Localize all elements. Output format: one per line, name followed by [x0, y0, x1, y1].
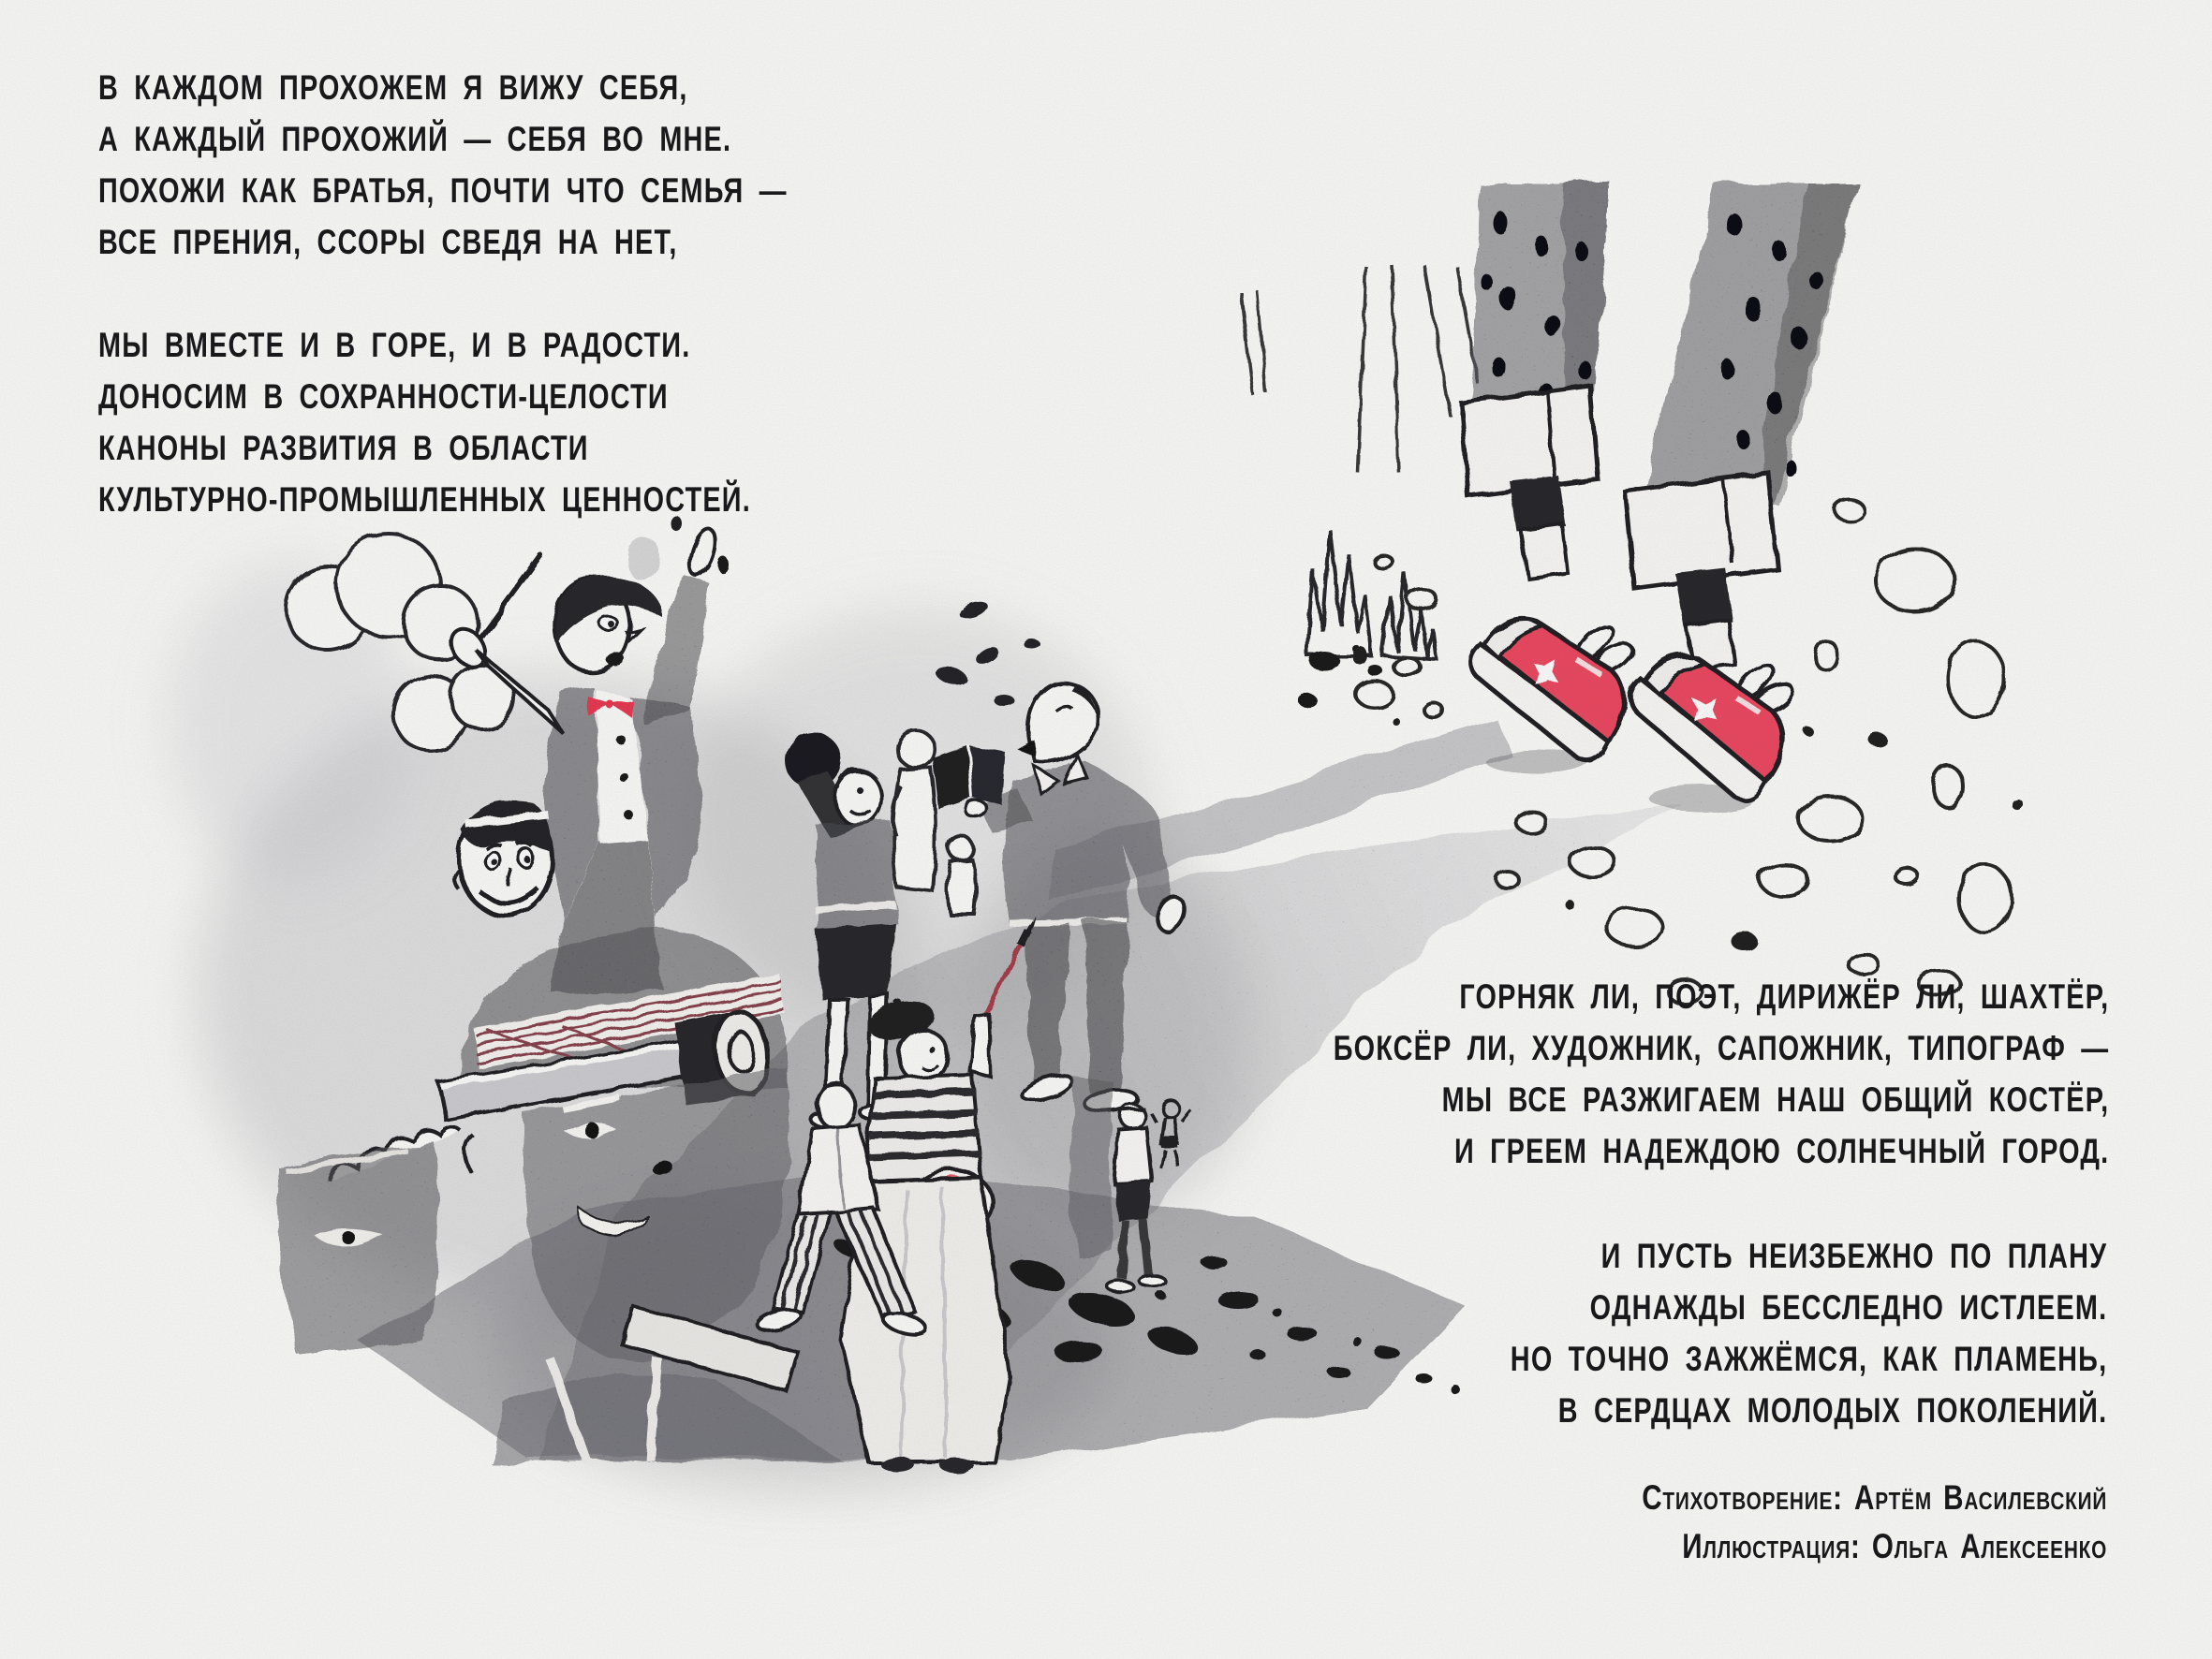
poem-line: И ПУСТЬ НЕИЗБЕЖНО ПО ПЛАНУ	[1600, 1237, 2107, 1275]
poem-line: БОКСЁР ЛИ, ХУДОЖНИК, САПОЖНИК, ТИПОГРАФ —	[1333, 1029, 2109, 1067]
poem-line: В СЕРДЦАХ МОЛОДЫХ ПОКОЛЕНИЙ.	[1557, 1391, 2107, 1430]
poem-line: А КАЖДЫЙ ПРОХОЖИЙ — СЕБЯ ВО МНЕ.	[98, 120, 732, 158]
poem-line: И ГРЕЕМ НАДЕЖДОЮ СОЛНЕЧНЫЙ ГОРОД.	[1453, 1132, 2109, 1170]
poem-line: КУЛЬТУРНО-ПРОМЫШЛЕННЫХ ЦЕННОСТЕЙ.	[98, 480, 751, 519]
credit-poem-author: Стихотворение: Артём Василевский	[1642, 1478, 2107, 1517]
poem-line: НО ТОЧНО ЗАЖЖЁМСЯ, КАК ПЛАМЕНЬ,	[1510, 1340, 2107, 1378]
poem-line: КАНОНЫ РАЗВИТИЯ В ОБЛАСТИ	[98, 429, 589, 467]
poem-line: ДОНОСИМ В СОХРАННОСТИ-ЦЕЛОСТИ	[98, 377, 669, 416]
credits-block	[1642, 1474, 2107, 1571]
poem-line: ПОХОЖИ КАК БРАТЬЯ, ПОЧТИ ЧТО СЕМЬЯ —	[98, 171, 788, 210]
poem-line: МЫ ВСЕ РАЗЖИГАЕМ НАШ ОБЩИЙ КОСТЁР,	[1441, 1080, 2109, 1119]
poem-stanza-4	[1511, 1230, 2107, 1436]
poem-line: ГОРНЯК ЛИ, ПОЭТ, ДИРИЖЁР ЛИ, ШАХТЁР,	[1459, 977, 2109, 1016]
poem-line: В КАЖДОМ ПРОХОЖЕМ Я ВИЖУ СЕБЯ,	[98, 68, 688, 107]
poem-line: ВСЕ ПРЕНИЯ, ССОРЫ СВЕДЯ НА НЕТ,	[98, 223, 678, 261]
poem-line: ОДНАЖДЫ БЕССЛЕДНО ИСТЛЕЕМ.	[1589, 1288, 2107, 1327]
poem-stanza-2	[98, 319, 751, 525]
poem-line: МЫ ВМЕСТЕ И В ГОРЕ, И В РАДОСТИ.	[98, 326, 691, 364]
credit-illustrator: Иллюстрация: Ольга Алексеенко	[1682, 1527, 2107, 1565]
poem-stanza-3	[1333, 971, 2109, 1177]
poem-stanza-1	[98, 62, 788, 268]
